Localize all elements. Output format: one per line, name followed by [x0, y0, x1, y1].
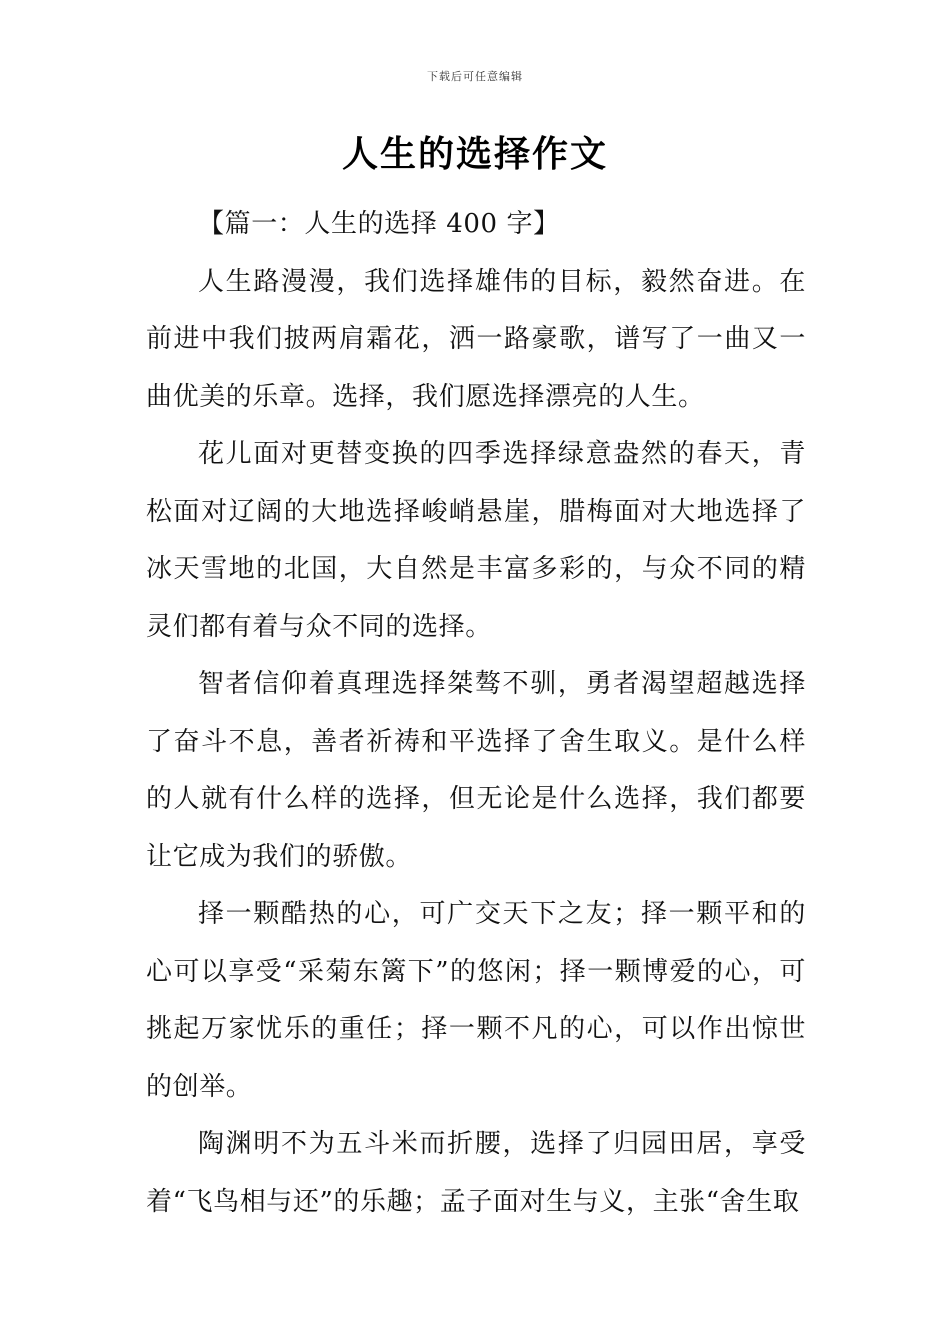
paragraph: 择一颗酷热的心，可广交天下之友；择一颗平和的心可以享受“采菊东篱下”的悠闲；择一颗博爱的心，可挑起万家忧乐的重任；择一颗不凡的心，可以作出惊世的创举。 [146, 899, 806, 1102]
paragraph: 陶渊明不为五斗米而折腰，选择了归园田居，享受着“飞鸟相与还”的乐趣；孟子面对生与义，主张“舍生取 [146, 1129, 806, 1217]
header-note: 下载后可任意编辑 [427, 70, 523, 83]
paragraph: 人生路漫漫，我们选择雄伟的目标，毅然奋进。在前进中我们披两肩霜花，洒一路豪歌，谱写了一曲又一曲优美的乐章。选择，我们愿选择漂亮的人生。 [146, 266, 806, 412]
paragraph: 花儿面对更替变换的四季选择绿意盎然的春天，青松面对辽阔的大地选择峻峭悬崖，腊梅面对大地选择了冰天雪地的北国，大自然是丰富多彩的，与众不同的精灵们都有着与众不同的选择。 [146, 439, 806, 642]
document-title: 人生的选择作文 [341, 134, 608, 175]
document-body [146, 196, 806, 1231]
paragraph: 智者信仰着真理选择桀骜不驯，勇者渴望超越选择了奋斗不息，善者祈祷和平选择了舍生取义。是什么样的人就有什么样的选择，但无论是什么选择，我们都要让它成为我们的骄傲。 [146, 669, 806, 872]
section-heading: 【篇一：人生的选择 400 字】 [198, 209, 560, 239]
